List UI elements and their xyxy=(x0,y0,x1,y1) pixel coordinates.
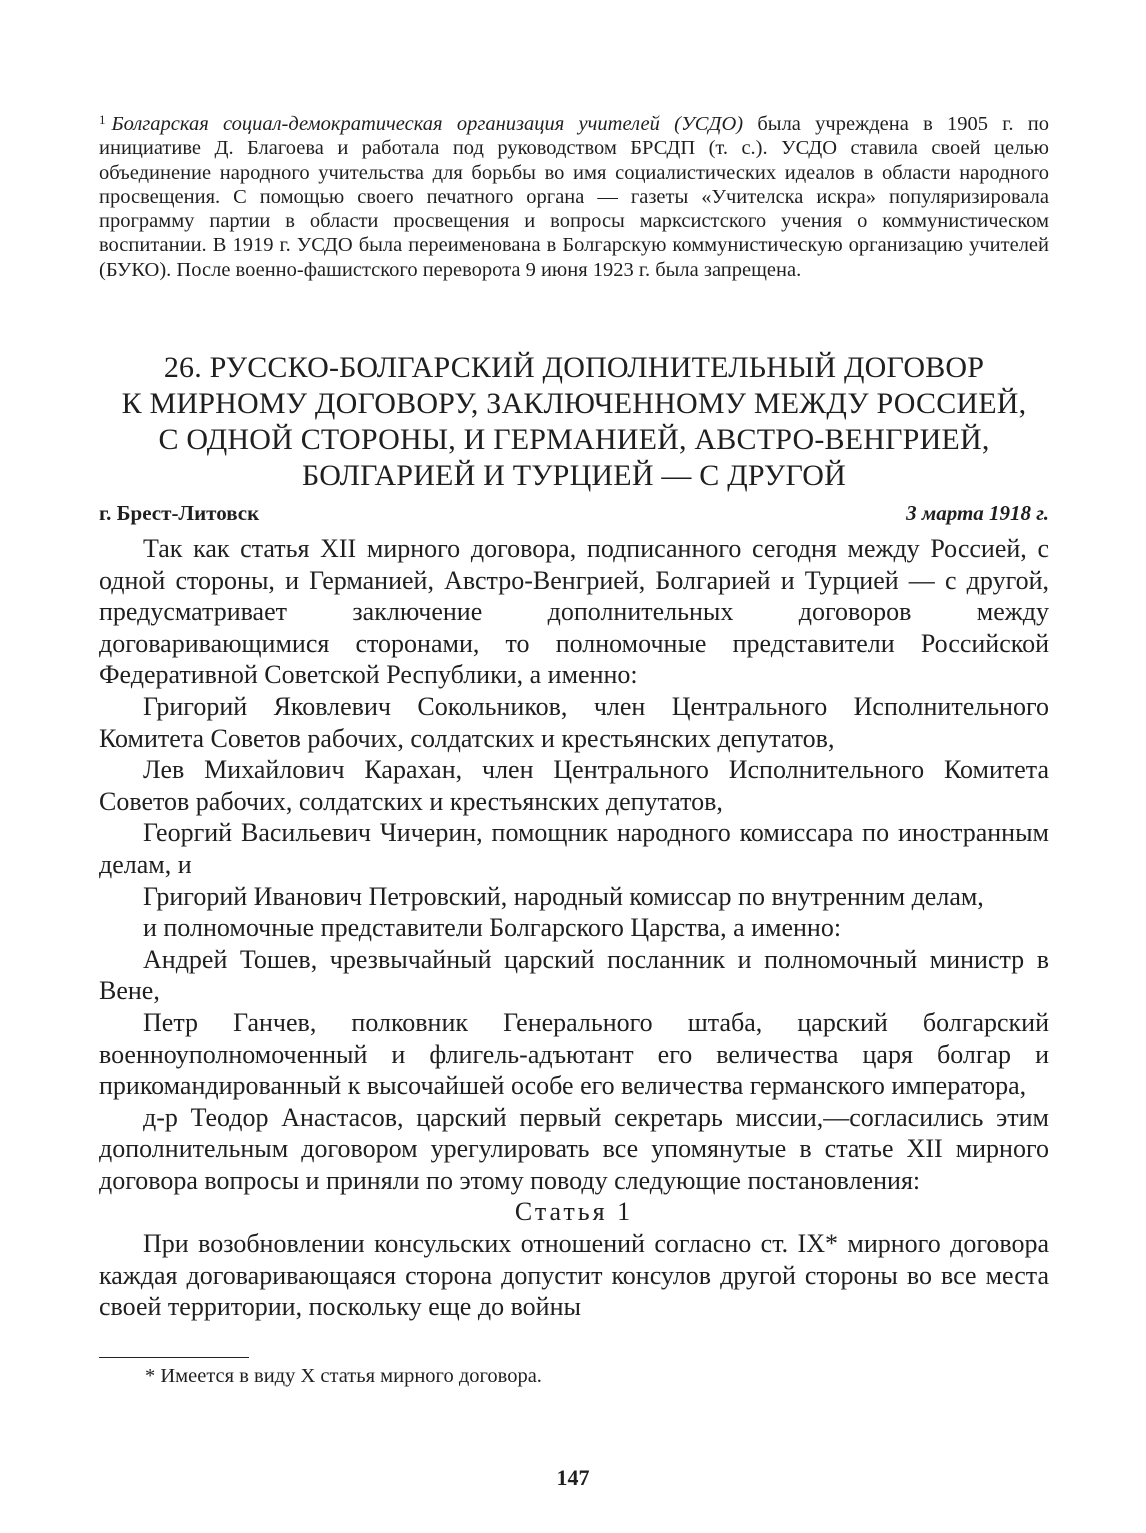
footnote-marker: 1 xyxy=(99,112,106,127)
article-heading: Статья 1 xyxy=(514,1197,634,1227)
document-title xyxy=(99,350,1049,494)
paragraph: Георгий Васильевич Чичерин, помощник народного комиссара по иностранным делам, и xyxy=(99,818,1049,879)
footnote-italic-lead: Болгарская социал-демократическая организация учителей (УСДО) xyxy=(111,113,744,135)
date: 3 марта 1918 г. xyxy=(906,501,1049,525)
article-paragraph: При возобновлении консульских отношений согласно ст. IX* мирного договора каждая договаривающаяся сторона допустит консулов другой стороны во все места своей территории, поскольку еще до войны xyxy=(99,1229,1049,1322)
paragraph: Лев Михайлович Карахан, член Центрального Исполнительного Комитета Советов рабочих, солдатских и крестьянских депутатов, xyxy=(99,755,1049,816)
dateline xyxy=(99,500,1049,526)
page-number: 147 xyxy=(556,1465,590,1490)
top-footnote xyxy=(99,108,1049,282)
paragraph: Григорий Яковлевич Сокольников, член Центрального Исполнительного Комитета Советов рабочих, солдатских и крестьянских депутатов, xyxy=(99,691,1049,753)
title-line: 26. РУССКО-БОЛГАРСКИЙ ДОПОЛНИТЕЛЬНЫЙ ДОГОВОР xyxy=(163,351,985,384)
document-body xyxy=(99,533,1049,1323)
paragraph: д-р Теодор Анастасов, царский первый секретарь миссии,—согласились этим дополнительным договором урегулировать все упомянутые в статье XII мирного договора вопросы и приняли по этому поводу следующие постановления: xyxy=(99,1102,1049,1195)
footnote-divider xyxy=(99,1357,249,1358)
paragraph: и полномочные представители Болгарского Царства, а именно: xyxy=(143,913,842,943)
title-line: БОЛГАРИЕЙ И ТУРЦИЕЙ — С ДРУГОЙ xyxy=(302,459,846,492)
paragraph: Григорий Иванович Петровский, народный комиссар по внутренним делам, xyxy=(143,881,984,911)
footnote-text: была учреждена в 1905 г. по инициативе Д. Благоева и работала под руководством БРСДП (т. с.). УСДО ставила своей целью объединение народного учительства для борьбы во имя социалистических идеалов в области народного просвещения. С помощью своего печатного органа — газеты «Учителска искра» популяризировала программу партии в области просвещения и вопросы марксистского учения о коммунистическом воспитании. В 1919 г. УСДО была переименована в Болгарскую коммунистическую организацию учителей (БУКО). После военно-фашистского переворота 9 июня 1923 г. была запрещена. xyxy=(99,113,1050,281)
title-line: С ОДНОЙ СТОРОНЫ, И ГЕРМАНИЕЙ, АВСТРО-ВЕНГРИЕЙ, xyxy=(158,423,990,456)
bottom-footnote: * Имеется в виду X статья мирного договора. xyxy=(145,1365,542,1387)
place: г. Брест-Литовск xyxy=(99,501,260,525)
title-line: К МИРНОМУ ДОГОВОРУ, ЗАКЛЮЧЕННОМУ МЕЖДУ РОССИЕЙ, xyxy=(121,387,1027,420)
paragraph: Петр Ганчев, полковник Генерального штаба, царский болгарский военноуполномоченный и флигель-адъютант его величества царя болгар и прикомандированный к высочайшей особе его величества германского императора, xyxy=(99,1007,1049,1101)
paragraph: Так как статья XII мирного договора, подписанного сегодня между Россией, с одной стороны, и Германией, Австро-Венгрией, Болгарией и Турцией — с другой, предусматривает заключение дополнительных договоров между договаривающимися сторонами, то полномочные представители Российской Федеративной Советской Республики, а именно: xyxy=(99,534,1049,690)
paragraph: Андрей Тошев, чрезвычайный царский посланник и полномочный министр в Вене, xyxy=(99,944,1049,1006)
